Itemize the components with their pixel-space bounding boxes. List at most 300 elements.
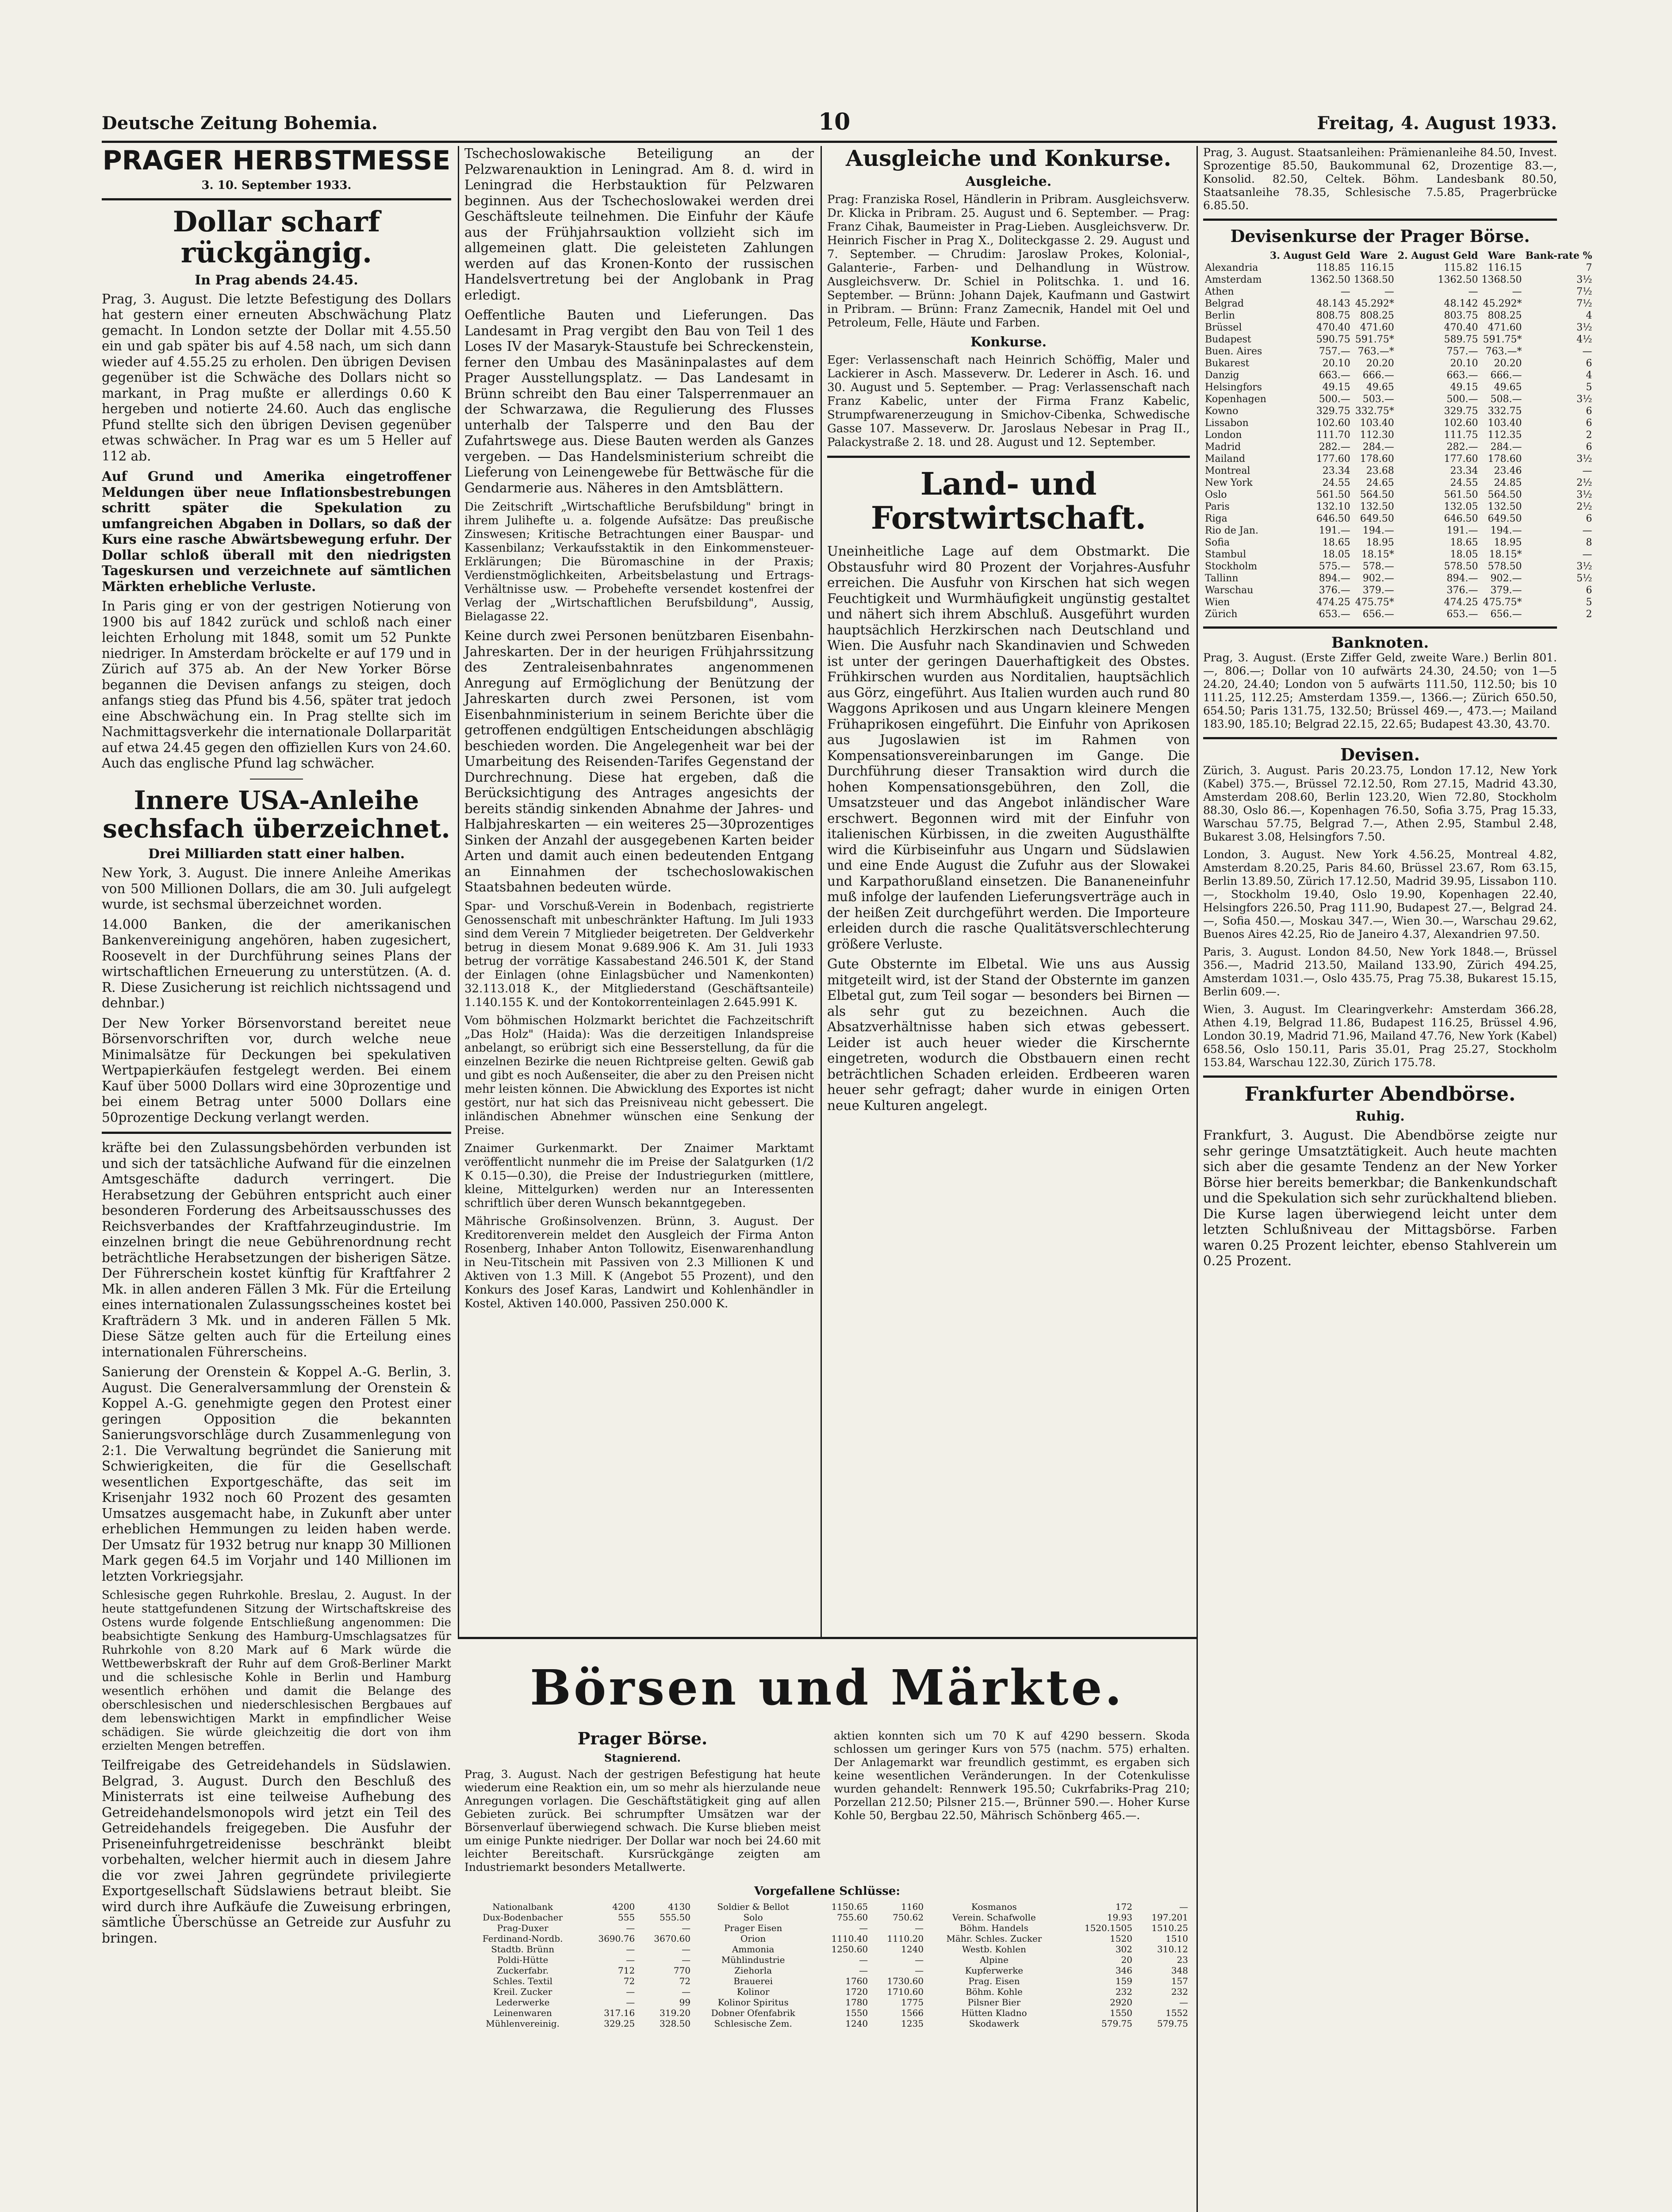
headline-dollar: Dollar scharf rückgängig.: [173, 205, 380, 270]
article-paragraph: Prag, 3. August. (Erste Ziffer Geld, zweite Ware.) Berlin 801.—, 806.—; Dollar von 10 aufwärts 24.30, 24.50; von 1—5 24.20, 24.40; London von 5 aufwärts 111.50, 112.50; bis 10 111.25, 112.25; Amsterdam 1359.—, 1366.—; Zürich 650.50, 654.50; Paris 131.75, 132.50; Brüssel 469.—, 473.—; Mailand 183.90, 185.10; Belgrad 22.15, 22.65; Budapest 43.30, 43.70.: [1203, 651, 1557, 731]
rate-cell: 18.65: [1450, 537, 1478, 548]
table-row: [1203, 262, 1594, 274]
price-cell: 1552: [1166, 2007, 1188, 2018]
security-name: Mühlindustrie: [721, 1954, 785, 1965]
article-paragraph: 14.000 Banken, die der amerikanischen Bankenvereinigung angehören, haben zugesichert, Roosevelt in der Durchführung seines Plans der wirtschaftlichen Erneuerung zu unterstützen. (A. d. R. Diese Zusicherung ist reichlich nichtssagend und dehnbar.): [102, 917, 451, 1011]
rate-cell: 591.75*: [1355, 334, 1394, 345]
currency-city: Oslo: [1205, 489, 1227, 500]
rate-cell: 177.60: [1444, 453, 1478, 465]
title-devisenkurse: Devisenkurse der Prager Börse.: [1230, 226, 1530, 246]
headline-usa-loan-sub: Drei Milliarden statt einer halben.: [148, 846, 405, 862]
security-name: Mähr. Schles. Zucker: [946, 1933, 1042, 1944]
article-paragraph: aktien konnten sich um 70 K auf 4290 bessern. Skoda schlossen um geringer Kurs von 575 (nachm. 575) erhalten. Der Anlagemarkt war freundlich gestimmt, es ergaben sich keine wesentlichen Veränderungen. In der Cotenkulisse wurden gehandelt: Rennwerk 195.50; Cukrfabriks-Prag 210; Porzellan 212.50; Pilsner 215.—, Brünner 590.—. Hoher Kurse Kohle 50, Bergbau 22.50, Mährisch Schönberg 465.—.: [834, 1729, 1190, 1822]
currency-city: Berlin: [1205, 310, 1235, 321]
rate-cell: 503.—: [1362, 393, 1394, 405]
security-name: Stadtb. Brünn: [491, 1943, 555, 1955]
table-header: 3. August Geld: [1269, 250, 1350, 261]
price-cell: 755.60: [837, 1912, 868, 1923]
rate-cell: 132.50: [1360, 501, 1394, 512]
boersen-section: [464, 1646, 1190, 2029]
article-paragraph: Der New Yorker Börsenvorstand bereitet neue Börsenvorschriften vor, durch welche neue Minimalsätze für Deckungen bei spekulativen Wertpapierkäufen festgelegt werden. Bei einem Kauf über 5000 Dollars wird eine 30prozentige und bei einem Betrag unter 5000 Dollars eine 50prozentige Deckung verlangt werden.: [102, 1015, 451, 1125]
price-cell: —: [682, 1922, 691, 1933]
rate-cell: 18.15*: [1489, 549, 1522, 560]
table-header: Bank-rate %: [1525, 250, 1592, 261]
price-cell: 1780: [845, 1997, 868, 2008]
article-paragraph: Keine durch zwei Personen benützbaren Eisenbahn-Jahreskarten. Der in der heurigen Frühjahrssitzung des Zentraleisenbahnrates angenommenen Anregung auf Ermöglichung der Benützung der Jahreskarten durch zwei Personen, ist vom Eisenbahnministerium in seinem Berichte über die getroffenen endgültigen Entscheidungen abschlägig beschieden worden. Die Angelegenheit war bei der Umarbeitung des Reisenden-Tarifes Gegenstand der Durchrechnung. Diese hat ergeben, daß die Berücksichtigung des Antrages angesichts der bereits ständig sinkenden Abnahme der Jahres- und Halbjahreskarten — ein weiteres 25—30prozentiges Sinken der Anzahl der ausgegebenen Karten beider Arten und damit auch einen bedeutenden Entgang an Einnahmen der tschechoslowakischen Staatsbahnen bedeuten würde.: [464, 628, 814, 895]
table-row: [1203, 286, 1594, 298]
headline-insolvency: Ausgleiche und Konkurse.: [846, 145, 1171, 171]
rate-cell: 575.—: [1319, 561, 1350, 572]
table-row: [464, 1976, 1190, 1986]
security-name: Poldi-Hütte: [497, 1954, 548, 1965]
title-banknoten: Banknoten.: [1331, 634, 1429, 652]
headline-agriculture: Land- und Forstwirtschaft.: [871, 465, 1147, 536]
rate-cell: 116.15: [1488, 262, 1522, 273]
divider: [1203, 1075, 1557, 1078]
rate-cell: 20.20: [1494, 357, 1522, 369]
rate-cell: 2½: [1576, 501, 1592, 512]
price-cell: 1110.20: [887, 1933, 924, 1944]
rate-cell: 470.40: [1444, 322, 1478, 333]
table-row: [1203, 393, 1594, 405]
rate-cell: 18.15*: [1361, 549, 1394, 560]
column-rule: [821, 146, 822, 1637]
security-name: Kupferwerke: [965, 1965, 1024, 1976]
rate-cell: 329.75: [1444, 405, 1478, 417]
rate-cell: 6: [1586, 513, 1592, 524]
newspaper-name: Deutsche Zeitung Bohemia.: [102, 113, 378, 134]
table-row: [1203, 501, 1594, 513]
currency-city: Riga: [1205, 513, 1227, 524]
rate-cell: 578.50: [1444, 561, 1478, 572]
price-cell: 1235: [901, 2018, 924, 2029]
rate-cell: 178.60: [1360, 453, 1394, 465]
price-cell: 579.75: [1101, 2018, 1132, 2029]
rate-cell: 191.—: [1319, 525, 1350, 536]
price-cell: 750.62: [893, 1912, 924, 1923]
price-cell: —: [626, 1922, 635, 1933]
currency-city: Madrid: [1205, 441, 1241, 453]
security-name: Brauerei: [733, 1975, 773, 1986]
divider: [827, 456, 1190, 458]
rate-cell: —: [1582, 346, 1592, 357]
rate-cell: 646.50: [1444, 513, 1478, 524]
rate-cell: 24.65: [1366, 477, 1394, 488]
security-name: Kosmanos: [971, 1901, 1017, 1912]
table-row: [1203, 465, 1594, 477]
rate-cell: 18.05: [1450, 549, 1478, 560]
price-cell: —: [682, 1986, 691, 1997]
rate-cell: 1368.50: [1481, 274, 1522, 285]
rate-cell: 18.95: [1366, 537, 1394, 548]
rate-cell: 757.—: [1319, 346, 1350, 357]
price-cell: 20: [1121, 1954, 1132, 1965]
rate-cell: 3½: [1576, 274, 1592, 285]
price-cell: 1710.60: [887, 1986, 924, 1997]
rate-cell: 103.40: [1360, 417, 1394, 429]
price-cell: 1250.60: [831, 1943, 868, 1955]
table-row: [1203, 381, 1594, 393]
security-name: Ziehorla: [734, 1965, 772, 1976]
table-row: [464, 1912, 1190, 1923]
security-name: Prager Eisen: [724, 1922, 782, 1933]
issue-date: Freitag, 4. August 1933.: [1317, 113, 1557, 134]
rate-cell: 49.15: [1322, 381, 1350, 393]
security-name: Solo: [743, 1912, 763, 1923]
rate-cell: 49.65: [1494, 381, 1522, 393]
price-cell: 19.93: [1107, 1912, 1132, 1923]
rate-cell: 763.—*: [1485, 346, 1522, 357]
rate-cell: 376.—: [1319, 584, 1350, 596]
table-row: [1203, 525, 1594, 537]
price-cell: 317.16: [604, 2007, 635, 2018]
security-name: Pilsner Bier: [967, 1997, 1021, 2008]
price-cell: —: [1179, 1997, 1188, 2008]
security-name: Dux-Bodenbacher: [483, 1912, 563, 1923]
article-paragraph: Die Zeitschrift „Wirtschaftliche Berufsbildung" bringt in ihrem Julihefte u. a. folgende Aufsätze: Das preußische Zinswesen; Kritische Betrachtungen einer Bauspar- und Kassenbilanz; Verkaufsstaktik in den Einkommensteuer-Erklärungen; Die Büromaschine in der Praxis; Verdienstmöglichkeiten, Arbeitsbelastung und Ertrags-Verhältnisse usw. — Probehefte versendet kostenfrei der Verlag der „Wirtschaftlichen Berufsbildung", Aussig, Bielagasse 22.: [464, 500, 814, 623]
divider: [250, 779, 303, 780]
price-cell: —: [1179, 1901, 1188, 1912]
messe-dates: 3. 10. September 1933.: [201, 179, 352, 192]
banner-rule: [458, 1637, 1196, 1639]
rate-cell: —: [1582, 549, 1592, 560]
article-paragraph: Prag: Franziska Rosel, Händlerin in Pribram. Ausgleichsverw. Dr. Klicka in Pribram. 25. August und 6. September. — Prag: Franz Cihak, Baumeister in Prag-Lieben. Ausgleichsverw. Dr. Heinrich Fischer in Prag X., Doliteckgasse 2. 29. August und 7. September. — Chrudim: Jaroslaw Prokes, Kolonial-, Galanterie-, Farben- und Delhandlung in Wüstrow. Ausgleichsverw. Dr. Schiel in Politschka. 1. und 16. September. — Brünn: Johann Dajek, Kaufmann und Gastwirt in Pribram. — Brünn: Franz Zamecnik, Handel mit Oel und Petroleum, Felle, Häute und Farben.: [827, 193, 1190, 330]
column-1: [102, 146, 451, 1951]
currency-city: Warschau: [1205, 584, 1254, 596]
table-row: [464, 1923, 1190, 1933]
rate-cell: 1368.50: [1354, 274, 1394, 285]
price-cell: 1775: [901, 1997, 924, 2008]
table-row: [1203, 346, 1594, 357]
security-name: Ammonia: [732, 1943, 775, 1955]
article-paragraph: Znaimer Gurkenmarkt. Der Znaimer Marktamt veröffentlicht nunmehr die im Preise der Salatgurken (1/2 K 0.15—0.30), die Preise der Industriegurken (mittlere, kleine, Mittelgurken) werden nur an Interessenten schriftlich über deren Wunsch bekanntgegeben.: [464, 1141, 814, 1210]
price-cell: 1110.40: [831, 1933, 868, 1944]
rate-cell: 3½: [1576, 393, 1592, 405]
article-paragraph: Zürich, 3. August. Paris 20.23.75, London 17.12, New York (Kabel) 375.—, Brüssel 72.12.50, Rom 27.15, Madrid 43.30, Amsterdam 208.60, Berlin 123.20, Wien 72.80, Stockholm 88.30, Oslo 86.—, Kopenhagen 76.50, Sofia 3.75, Prag 15.33, Warschau 57.75, Belgrad 7.—, Athen 2.95, Stambul 2.48, Bukarest 3.08, Helsingfors 7.50.: [1203, 764, 1557, 843]
price-cell: 1520.1505: [1084, 1922, 1132, 1933]
rate-cell: —: [1384, 286, 1394, 297]
table-row: [1203, 608, 1594, 620]
price-cell: —: [682, 1954, 691, 1965]
price-cell: 1760: [845, 1975, 868, 1986]
rate-cell: 194.—: [1490, 525, 1522, 536]
rate-cell: 132.10: [1316, 501, 1350, 512]
frankfurter-sub: Ruhig.: [1355, 1109, 1405, 1125]
rate-cell: 112.35: [1488, 429, 1522, 441]
column-4: [1203, 146, 1592, 1274]
rate-cell: 1362.50: [1438, 274, 1478, 285]
title-frankfurter: Frankfurter Abendbörse.: [1244, 1083, 1516, 1106]
rate-cell: 379.—: [1362, 584, 1394, 596]
security-name: Soldier & Bellot: [717, 1901, 789, 1912]
currency-city: Alexandria: [1205, 262, 1258, 273]
price-cell: 172: [1115, 1901, 1132, 1912]
rate-cell: 20.20: [1366, 357, 1394, 369]
rate-cell: 5½: [1576, 572, 1592, 584]
article-paragraph: New York, 3. August. Die innere Anleihe Amerikas von 500 Millionen Dollars, die am 30. Juli aufgelegt wurde, ist sechsmal überzeichnet worden.: [102, 865, 451, 912]
price-cell: 1566: [901, 2007, 924, 2018]
price-cell: 157: [1171, 1975, 1188, 1986]
price-cell: 23: [1177, 1954, 1188, 1965]
security-name: Alpine: [980, 1954, 1009, 1965]
price-cell: 348: [1171, 1965, 1188, 1976]
rate-cell: 474.25: [1316, 596, 1350, 608]
price-cell: —: [626, 1997, 635, 2008]
rate-cell: 3½: [1576, 453, 1592, 465]
table-row: [1203, 369, 1594, 381]
article-paragraph: Spar- und Vorschuß-Verein in Bodenbach, registrierte Genossenschaft mit unbeschränkter Haftung. Im Juli 1933 sind dem Verein 7 Mitglieder beigetreten. Der Geldverkehr betrug in diesem Monat 9.689.906 K. Am 31. Juli 1933 betrug der vorrätige Kassabestand 246.501 K, der Stand der Einlagen (ohne Einlagsbücher und Namenkonten) 32.113.018 K., der Mitgliederstand (Geschäftsanteile) 1.140.155 K. und der Kontokorrenteinlagen 2.645.991 K.: [464, 899, 814, 1009]
table-row: [1203, 513, 1594, 525]
table-row: [464, 1955, 1190, 1965]
price-cell: —: [915, 1954, 924, 1965]
rate-cell: 111.75: [1444, 429, 1478, 441]
rate-cell: 656.—: [1362, 608, 1394, 620]
price-cell: 329.25: [604, 2018, 635, 2029]
rate-cell: 6: [1586, 357, 1592, 369]
price-cell: 72: [679, 1975, 691, 1986]
currency-city: Montreal: [1205, 465, 1250, 476]
rate-cell: 20.10: [1450, 357, 1478, 369]
rate-cell: 561.50: [1316, 489, 1350, 500]
rate-cell: 7½: [1576, 286, 1592, 297]
table-row: [464, 1933, 1190, 1944]
price-cell: 328.50: [660, 2018, 691, 2029]
rate-cell: 194.—: [1362, 525, 1394, 536]
rate-cell: 894.—: [1319, 572, 1350, 584]
rate-cell: 6: [1586, 417, 1592, 429]
rate-cell: 564.50: [1488, 489, 1522, 500]
rate-cell: 2½: [1576, 477, 1592, 488]
rate-cell: 5: [1586, 596, 1592, 608]
security-name: Schlesische Zem.: [714, 2018, 792, 2029]
rate-cell: 470.40: [1316, 322, 1350, 333]
price-cell: 232: [1171, 1986, 1188, 1997]
messe-title: PRAGER HERBSTMESSE: [102, 145, 451, 176]
security-name: Skodawerk: [969, 2018, 1020, 2029]
rate-cell: 45.292*: [1355, 298, 1394, 309]
rate-cell: 379.—: [1490, 584, 1522, 596]
rate-cell: 3½: [1576, 561, 1592, 572]
divider: [102, 1132, 451, 1134]
article-paragraph: London, 3. August. New York 4.56.25, Montreal 4.82, Amsterdam 8.20.25, Paris 84.60, Brüssel 23.67, Rom 63.15, Berlin 13.89.50, Zürich 17.12.50, Madrid 39.95, Lissabon 110.—, Stockholm 19.40, Oslo 19.90, Kopenhagen 22.40, Helsingfors 226.50, Prag 111.90, Budapest 27.—, Belgrad 24.—, Sofia 450.—, Moskau 347.—, Wien 30.—, Warschau 29.62, Buenos Aires 42.25, Rio de Janeiro 4.37, Alexandrien 97.50.: [1203, 848, 1557, 941]
rate-cell: 663.—: [1319, 369, 1350, 381]
rate-cell: 23.34: [1322, 465, 1350, 476]
rate-cell: —: [1340, 286, 1350, 297]
table-row: [1203, 429, 1594, 441]
security-name: Böhm. Handels: [960, 1922, 1028, 1933]
article-paragraph: Sanierung der Orenstein & Koppel A.-G. Berlin, 3. August. Die Generalversammlung der Orenstein & Koppel A.-G. genehmigte gegen den Protest einer geringen Opposition die bekannten Sanierungsvorschläge durch Zusammenlegung von 2:1. Die Verwaltung begründet die Sanierung mit Schwierigkeiten, die für die Gesellschaft wesentlichen Exportgeschäfte, das seit im Krisenjahr 1932 noch 60 Prozent des gesamten Umsatzes ausgemacht habe, in Zukunft aber unter erheblichen Hemmungen zu leiden haben werde. Der Umsatz für 1932 betrug nur knapp 30 Millionen Mark gegen 64.5 im Vorjahr und 140 Millionen im letzten Vorkriegsjahr.: [102, 1364, 451, 1584]
article-paragraph: Wien, 3. August. Im Clearingverkehr: Amsterdam 366.28, Athen 4.19, Belgrad 11.86, Budapest 116.25, Brüssel 4.96, London 30.19, Madrid 71.96, Mailand 47.76, New York (Kabel) 658.56, Oslo 150.11, Paris 35.01, Prag 25.27, Stockholm 153.84, Warschau 122.30, Zürich 175.78.: [1203, 1002, 1557, 1069]
table-row: [1203, 596, 1594, 608]
rate-cell: 284.—: [1490, 441, 1522, 453]
security-name: Verein. Schafwolle: [952, 1912, 1036, 1923]
rate-cell: 132.50: [1488, 501, 1522, 512]
price-cell: 1730.60: [887, 1975, 924, 1986]
security-name: Prag-Duxer: [497, 1922, 548, 1933]
rate-cell: 471.60: [1360, 322, 1394, 333]
currency-city: New York: [1205, 477, 1253, 488]
price-cell: 3670.60: [654, 1933, 691, 1944]
price-cell: —: [626, 1943, 635, 1955]
rate-cell: 24.55: [1450, 477, 1478, 488]
rate-cell: 500.—: [1446, 393, 1478, 405]
rate-cell: 112.30: [1360, 429, 1394, 441]
table-row: [1203, 298, 1594, 310]
rate-cell: 3½: [1576, 489, 1592, 500]
currency-city: Helsingfors: [1205, 381, 1262, 393]
rate-cell: 115.82: [1444, 262, 1478, 273]
article-paragraph: Prag, 3. August. Staatsanleihen: Prämienanleihe 84.50, Invest. Sprozentige 85.50, Baukommunal 62, Drozentige 83.—, Konsolid. 82.50, Celtek. Böhm. Landesbank 80.50, Staatsanleihe 78.35, Schlesische 7.5.85, Pragerbrücke 6.85.50.: [1203, 146, 1557, 212]
rate-cell: —: [1468, 286, 1478, 297]
price-cell: 99: [679, 1997, 691, 2008]
price-cell: 302: [1115, 1943, 1132, 1955]
price-cell: 770: [673, 1965, 691, 1976]
schluesse-table: [464, 1901, 1190, 2029]
rate-cell: 103.40: [1488, 417, 1522, 429]
price-cell: 579.75: [1157, 2018, 1188, 2029]
rate-cell: 49.15: [1450, 381, 1478, 393]
article-paragraph: Mährische Großinsolvenzen. Brünn, 3. August. Der Kreditorenverein meldet den Ausgleich der Firma Anton Rosenberg, Inhaber Anton Tollowitz, Eisenwarenhandlung in Neu-Titschein mit Passiven von 2.3 Millionen K und Aktiven von 1.3 Mill. K (Angebot 55 Prozent), und den Konkurs des Josef Karas, Landwirt und Kohlenhändler in Kostel, Aktiven 140.000, Passiven 250.000 K.: [464, 1214, 814, 1310]
rate-cell: 24.85: [1494, 477, 1522, 488]
table-row: [1203, 572, 1594, 584]
rate-cell: 23.46: [1494, 465, 1522, 476]
rate-cell: 757.—: [1446, 346, 1478, 357]
prager-boerse-sub: Stagnierend.: [604, 1751, 681, 1764]
rate-cell: 653.—: [1319, 608, 1350, 620]
rate-cell: 7: [1586, 262, 1592, 273]
price-cell: 1510: [1166, 1933, 1188, 1944]
price-cell: 310.12: [1157, 1943, 1188, 1955]
rate-cell: 111.70: [1316, 429, 1350, 441]
rate-cell: 590.75: [1316, 334, 1350, 345]
divider: [102, 198, 451, 200]
rate-cell: 178.60: [1488, 453, 1522, 465]
divider: [1203, 737, 1557, 739]
rate-cell: 45.292*: [1483, 298, 1522, 309]
price-cell: —: [682, 1943, 691, 1955]
table-row: [1203, 417, 1594, 429]
column-rule: [458, 146, 459, 1637]
rate-cell: 902.—: [1490, 572, 1522, 584]
rate-cell: 500.—: [1319, 393, 1350, 405]
title-devisen: Devisen.: [1340, 745, 1420, 765]
rate-cell: 475.75*: [1483, 596, 1522, 608]
prager-boerse-title: Prager Börse.: [577, 1728, 708, 1748]
rate-cell: 116.15: [1360, 262, 1394, 273]
table-row: [1203, 441, 1594, 453]
security-name: Zuckerfabr.: [496, 1965, 549, 1976]
article-paragraph: Prag, 3. August. Die letzte Befestigung des Dollars hat gestern einer erneuten Abschwächung Platz gemacht. In London setzte der Dollar mit 4.55.50 ein und gab später bis auf 4.58 nach, um sich dann wieder auf 4.55.25 zu erholen. Den übrigen Devisen gegenüber ist die Schwäche des Dollars nicht so markant, in Prag mußte er allerdings 0.60 K hergeben und notierte 24.60. Auch das englische Pfund stellte sich den übrigen Devisen gegenüber etwas schwächer. In Prag war es um 5 Heller auf 112 ab.: [102, 291, 451, 464]
table-header: [1203, 250, 1268, 262]
rate-cell: 2: [1586, 608, 1592, 620]
security-name: Schles. Textil: [493, 1975, 553, 1986]
rate-cell: 329.75: [1316, 405, 1350, 417]
rate-cell: 8: [1586, 537, 1592, 548]
exchange-rate-table: [1203, 250, 1594, 620]
security-name: Leinenwaren: [493, 2007, 552, 2018]
rate-cell: 6: [1586, 584, 1592, 596]
article-paragraph: Tschechoslowakische Beteiligung an der Pelzwarenauktion in Leningrad. Am 8. d. wird in Leningrad die Herbstauktion für Pelzwaren beginnen. Aus der Tschechoslowakei werden drei Geschäftsleute teilnehmen. Die Einfuhr der Käufe aus der Frühjahrsauktion vollzieht sich im allgemeinen glatt. Die geleisteten Zahlungen werden auf das Kronen-Konto der russischen Handelsvertretung bei der Anglobank in Prag erledigt.: [464, 146, 814, 303]
rate-cell: 5: [1586, 381, 1592, 393]
rate-cell: —: [1512, 286, 1522, 297]
table-header: Ware: [1360, 250, 1388, 261]
price-cell: 1550: [845, 2007, 868, 2018]
table-header: 2. August Geld: [1397, 250, 1478, 261]
rate-cell: 561.50: [1444, 489, 1478, 500]
page-header: [102, 108, 1557, 139]
rate-cell: 803.75: [1444, 310, 1478, 321]
subhead-konkurse: Konkurse.: [970, 334, 1047, 350]
rate-cell: 23.68: [1366, 465, 1394, 476]
currency-city: Amsterdam: [1205, 274, 1262, 285]
rate-cell: 23.34: [1450, 465, 1478, 476]
currency-city: Brüssel: [1205, 322, 1242, 333]
price-cell: 1520: [1110, 1933, 1132, 1944]
rate-cell: 646.50: [1316, 513, 1350, 524]
security-name: Ferdinand-Nordb.: [482, 1933, 563, 1944]
divider: [1203, 626, 1557, 629]
table-row: [1203, 537, 1594, 549]
rate-cell: 649.50: [1360, 513, 1394, 524]
rate-cell: 475.75*: [1355, 596, 1394, 608]
price-cell: 72: [623, 1975, 635, 1986]
rate-cell: 24.55: [1322, 477, 1350, 488]
rate-cell: 2: [1586, 429, 1592, 441]
security-name: Kolinor: [736, 1986, 770, 1997]
table-header: Ware: [1488, 250, 1516, 261]
rate-cell: 474.25: [1444, 596, 1478, 608]
article-paragraph: kräfte bei den Zulassungsbehörden verbunden ist und sich der tatsächliche Aufwand für die einzelnen Amtsgeschäfte dadurch verringert. Die Herabsetzung der Gebühren entspricht auch einer besonderen Forderung des Arbeitsausschusses des Reichsverbandes der Kraftfahrzeugindustrie. Im einzelnen bringt die neue Gebührenordnung recht beträchtliche Herabsetzungen der bisherigen Sätze. Der Führerschein kostet künftig für Kraftfahrer 2 Mk. in allen anderen Fällen 3 Mk. Für die Erteilung eines internationalen Zulassungsscheines kostet bei Krafträdern 3 Mk. und in anderen Fällen 5 Mk. Diese Sätze gelten auch für die Erteilung eines internationalen Führerscheins.: [102, 1140, 451, 1359]
currency-city: Bukarest: [1205, 357, 1250, 369]
rate-cell: 1362.50: [1310, 274, 1350, 285]
table-row: [1203, 310, 1594, 322]
rate-cell: 902.—: [1362, 572, 1394, 584]
article-paragraph: In Paris ging er von der gestrigen Notierung von 1900 bis auf 1842 zurück und schloß nach einer leichten Erholung mit 1848, somit um 52 Punkte niedriger. In Amsterdam bröckelte er auf 179 und in Zürich auf 375 ab. An der New Yorker Börse begannen die Devisen anfangs zu steigen, doch anfangs stieg das Pfund bis 4.56, später trat jedoch eine Abschwächung ein. In Prag stellte sich im Nachmittagsverkehr die internationale Dollarparität auf etwa 24.45 gegen den offiziellen Kurs von 24.60. Auch das englische Pfund lag schwächer.: [102, 599, 451, 771]
rate-cell: 653.—: [1446, 608, 1478, 620]
rate-cell: 4: [1586, 310, 1592, 321]
rate-cell: 177.60: [1316, 453, 1350, 465]
security-name: Dobner Ofenfabrik: [711, 2007, 795, 2018]
rate-cell: 4½: [1576, 334, 1592, 345]
table-row: [1203, 405, 1594, 417]
currency-city: Zürich: [1205, 608, 1238, 620]
price-cell: —: [626, 1954, 635, 1965]
rate-cell: 666.—: [1362, 369, 1394, 381]
price-cell: 1720: [845, 1986, 868, 1997]
security-name: Westb. Kohlen: [962, 1943, 1026, 1955]
article-paragraph: Paris, 3. August. London 84.50, New York 1848.—, Brüssel 356.—, Madrid 213.50, Mailand 133.90, Zürich 494.25, Amsterdam 1031.—, Oslo 435.75, Prag 75.38, Bukarest 15.15, Berlin 609.—.: [1203, 945, 1557, 998]
rate-cell: 282.—: [1446, 441, 1478, 453]
rate-cell: 656.—: [1490, 608, 1522, 620]
currency-city: Sofia: [1205, 537, 1230, 548]
price-cell: 555: [618, 1912, 635, 1923]
rate-cell: 808.25: [1488, 310, 1522, 321]
table-row: [1203, 453, 1594, 465]
table-row: [1203, 357, 1594, 369]
article-paragraph: Teilfreigabe des Getreidehandels in Südslawien. Belgrad, 3. August. Durch den Beschluß des Ministerrats ist eine teilweise Aufhebung des Getreidehandelsmonopols wird jetzt ein Teil des Getreidehandels freigegeben. Die Ausfuhr der Priseneinfuhrgetreidenisse beschränkt bleibt vorbehalten, welcher hiermit auch in diesem Jahre die vor zwei Jahren gegründete privilegierte Exportgesellschaft Südslawiens betraut bleibt. Sie wird durch ihre Aufkäufe die Zuweisung erbringen, sämtliche Überschüsse an Getreide zur Ausfuhr zu bringen.: [102, 1758, 451, 1946]
rate-cell: 48.142: [1444, 298, 1478, 309]
schluesse-title: Vorgefallene Schlüsse:: [754, 1884, 901, 1898]
rate-cell: 3½: [1576, 322, 1592, 333]
rate-cell: 20.10: [1322, 357, 1350, 369]
rate-cell: 589.75: [1444, 334, 1478, 345]
price-cell: 555.50: [660, 1912, 691, 1923]
rate-cell: 376.—: [1446, 584, 1478, 596]
rate-cell: 118.85: [1316, 262, 1350, 273]
rate-cell: 102.60: [1316, 417, 1350, 429]
rate-cell: 564.50: [1360, 489, 1394, 500]
rate-cell: 666.—: [1490, 369, 1522, 381]
